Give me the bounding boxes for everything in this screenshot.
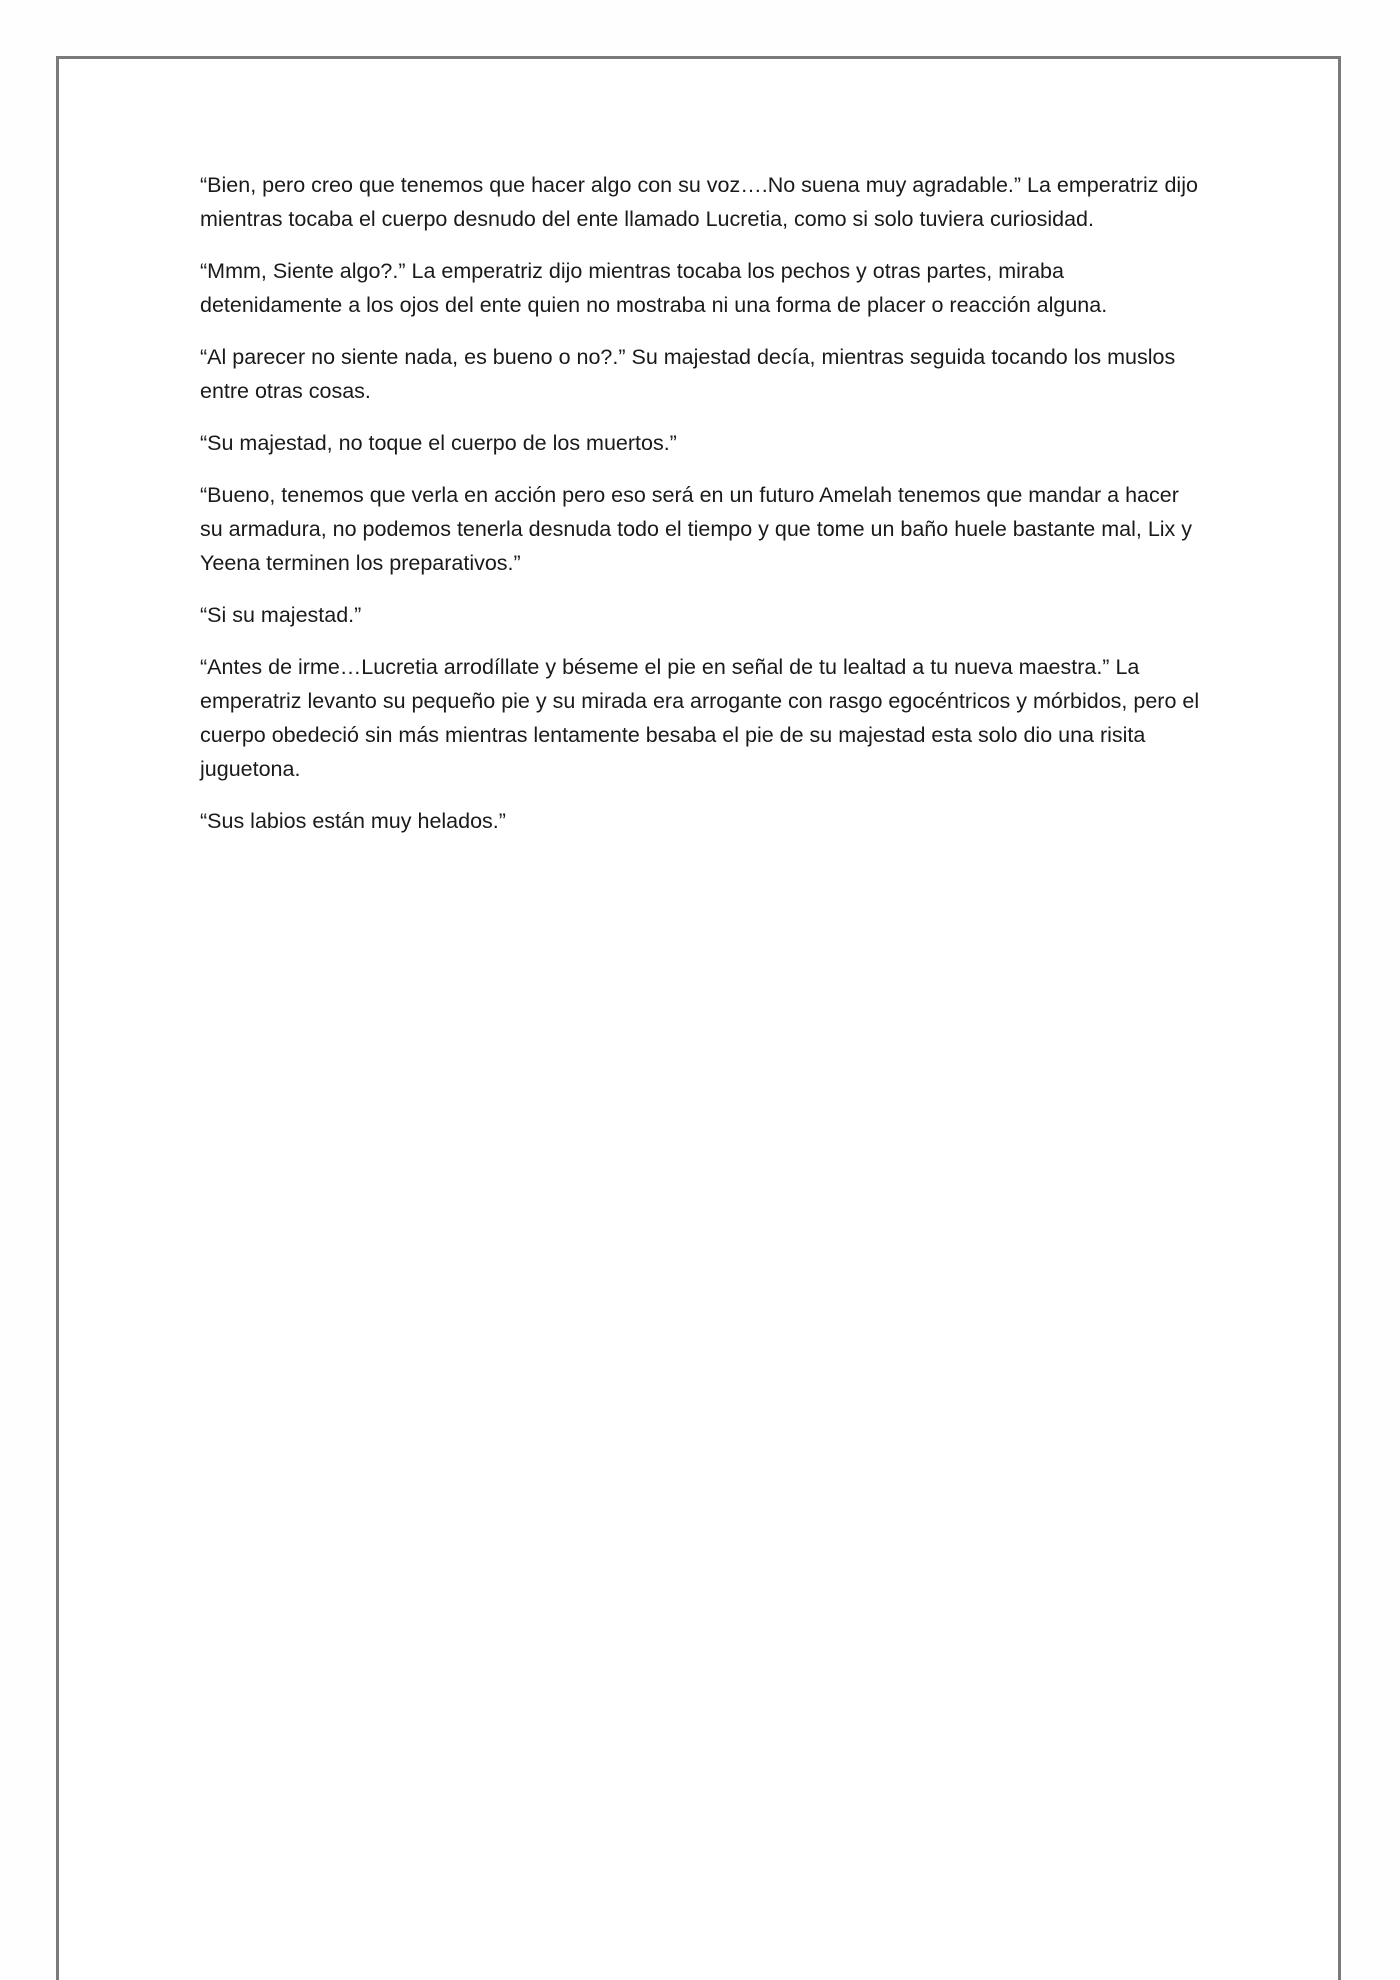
paragraph: “Mmm, Siente algo?.” La emperatriz dijo mientras tocaba los pechos y otras partes, miraba detenidamente a los ojos del ente quien no mostraba ni una forma de placer o reacción alguna. <box>200 259 1108 317</box>
paragraph: “Antes de irme…Lucretia arrodíllate y béseme el pie en señal de tu lealtad a tu nueva maestra.” La emperatriz levanto su pequeño pie y su mirada era arrogante con rasgo egocéntricos y mórbidos, pero el cuerpo obedeció sin más mientras lentamente besaba el pie de su majestad esta solo dio una risita juguetona. <box>200 655 1200 781</box>
document-body <box>200 168 1200 856</box>
paragraph: “Bien, pero creo que tenemos que hacer algo con su voz….No suena muy agradable.” La emperatriz dijo mientras tocaba el cuerpo desnudo del ente llamado Lucretia, como si solo tuviera curiosidad. <box>200 173 1198 231</box>
paragraph: “Al parecer no siente nada, es bueno o no?.” Su majestad decía, mientras seguida tocando los muslos entre otras cosas. <box>200 345 1176 403</box>
paragraph: “Si su majestad.” <box>200 603 362 627</box>
paragraph: “Sus labios están muy helados.” <box>200 809 506 833</box>
paragraph: “Su majestad, no toque el cuerpo de los muertos.” <box>200 431 677 455</box>
paragraph: “Bueno, tenemos que verla en acción pero eso será en un futuro Amelah tenemos que mandar a hacer su armadura, no podemos tenerla desnuda todo el tiempo y que tome un baño huele bastante mal, Lix y Yeena terminen los preparativos.” <box>200 483 1193 575</box>
